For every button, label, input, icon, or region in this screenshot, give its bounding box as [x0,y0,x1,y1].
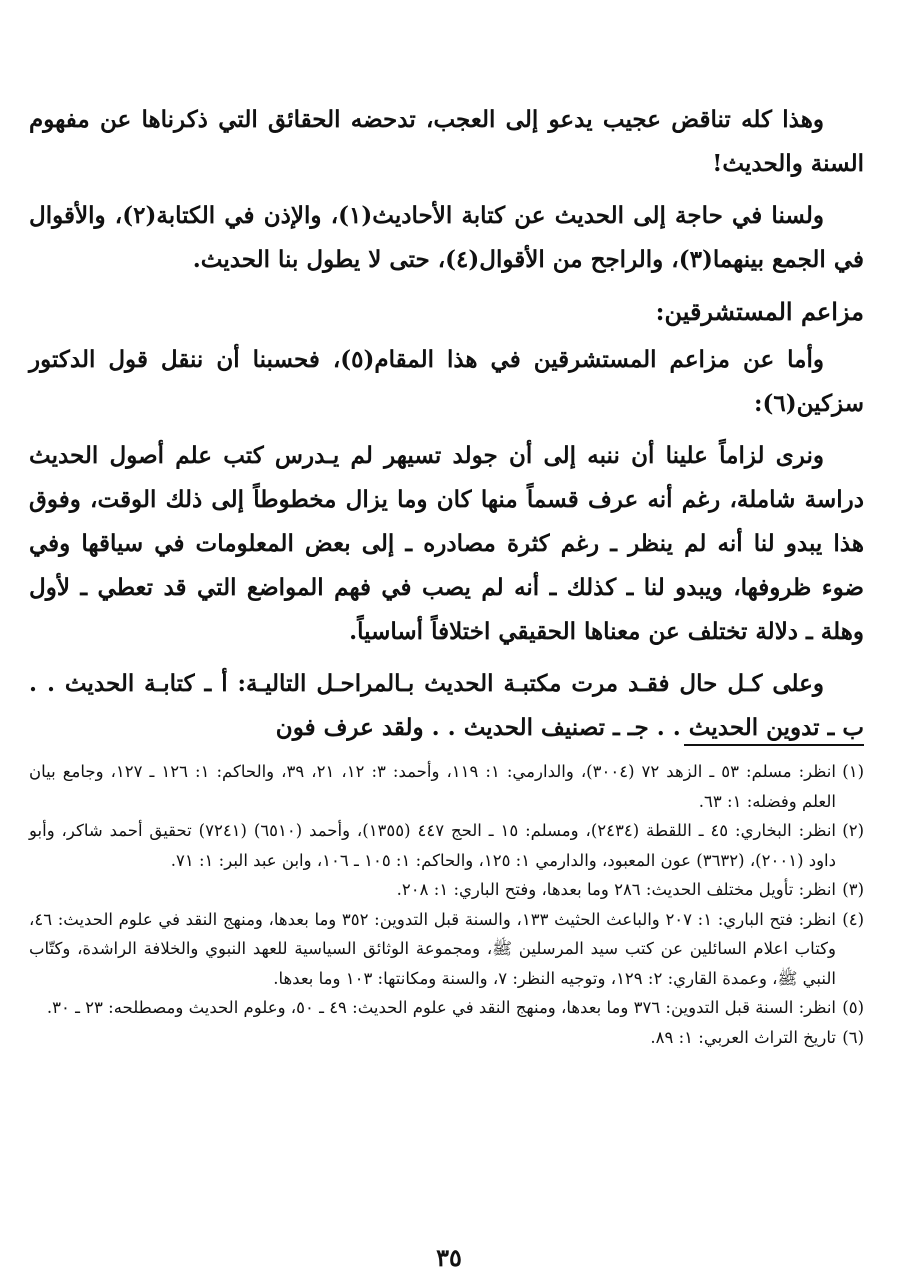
footnote-text: انظر: مسلم: ٥٣ ـ الزهد ٧٢ (٣٠٠٤)، والدارمي: ١: ١١٩، وأحمد: ٣: ١٢، ٢١، ٣٩، والحاكم: ١: ١٢٦ ـ ١٢٧، وجامع بيان العلم وفضله: ١: ٦٣. [29,762,836,811]
footnote [29,757,864,816]
footnote-number: (١) [842,762,864,781]
footnote-divider [684,744,864,746]
footnote [29,875,864,905]
footnote-text: انظر: فتح الباري: ١: ٢٠٧ والباعث الحثيث ١٣٣، والسنة قبل التدوين: ٣٥٢ وما بعدها، ومنهج النقد في علوم الحديث: ٤٦، وكتاب اعلام السائلين عن كتب سيد المرسلين ﷺ، ومجموعة الوثائق السياسية للعهد النبوي والخلافة الراشدة، وكتّاب النبي ﷺ، وعمدة القاري: ٢: ١٢٩، وتوجيه النظر: ٧، والسنة ومكانتها: ١٠٣ وما بعدها. [29,909,836,988]
page-number: ٣٥ [436,1243,462,1272]
footnote-text: تاريخ التراث العربي: ١: ٨٩. [650,1027,836,1047]
paragraph-5: وعلى كـل حال فقـد مرت مكتبـة الحديث بـالمراحـل التاليـة: أ ـ كتابـة الحديث . . ب ـ تدوين الحديث . . جـ ـ تصنيف الحديث . . ولقد عرف فون [29,670,864,741]
paragraph-3: وأما عن مزاعم المستشرقين في هذا المقام(٥)، فحسبنا أن ننقل قول الدكتور سزكين(٦): [29,346,864,417]
section-heading: مزاعم المستشرقين: [655,297,864,326]
footnote-text: انظر: السنة قبل التدوين: ٣٧٦ وما بعدها، ومنهج النقد في علوم الحديث: ٤٩ ـ ٥٠، وعلوم الحديث ومصطلحه: ٢٣ ـ ٣٠. [46,998,836,1017]
paragraph-4-quote: ونرى لزاماً علينا أن ننبه إلى أن جولد تسيهر لم يـدرس كتب علم أصول الحديث دراسة شاملة، رغم أنه عرف قسماً منها كان وما يزال مخطوطاً إلى ذلك الوقت، وفوق هذا يبدو لنا أنه لم ينظر ـ رغم كثرة مصادره ـ إلى بعض المعلومات في سياقها وفي ضوء ظروفها، ويبدو لنا ـ كذلك ـ أنه لم يصب في فهم المواضع التي قد تعطي ـ لأول وهلة ـ دلالة تختلف عن معناها الحقيقي اختلافاً أساسياً. [29,442,864,645]
footnote [29,993,864,1023]
main-text [29,98,864,758]
footnote-number: (٤) [842,909,864,929]
footnote-text: انظر: البخاري: ٤٥ ـ اللقطة (٢٤٣٤)، ومسلم: ١٥ ـ الحج ٤٤٧ (١٣٥٥)، وأحمد (٦٥١٠) (٧٢٤١) تحقيق أحمد شاكر، وأبو داود (٢٠٠١)، (٣٦٣٢) عون المعبود، والدارمي ١: ١٢٥، والحاكم: ١: ١٠٥ ـ ١٠٦، وابن عبد البر: ١: ٧١. [29,821,837,870]
footnote-text: انظر: تأويل مختلف الحديث: ٢٨٦ وما بعدها، وفتح الباري: ١: ٢٠٨. [396,880,836,899]
footnotes [29,757,864,1052]
footnote-number: (٣) [842,880,864,899]
footnote-number: (٦) [842,1027,864,1047]
footnote [29,905,864,994]
footnote [29,816,864,875]
paragraph-1: وهذا كله تناقض عجيب يدعو إلى العجب، تدحضه الحقائق التي ذكرناها عن مفهوم السنة والحديث! [29,106,864,177]
footnote-number: (٢) [842,821,864,840]
paragraph-2: ولسنا في حاجة إلى الحديث عن كتابة الأحاديث(١)، والإذن في الكتابة(٢)، والأقوال في الجمع بينهما(٣)، والراجح من الأقوال(٤)، حتى لا يطول بنا الحديث. [29,202,864,273]
footnote [29,1023,864,1053]
footnote-number: (٥) [842,998,864,1017]
